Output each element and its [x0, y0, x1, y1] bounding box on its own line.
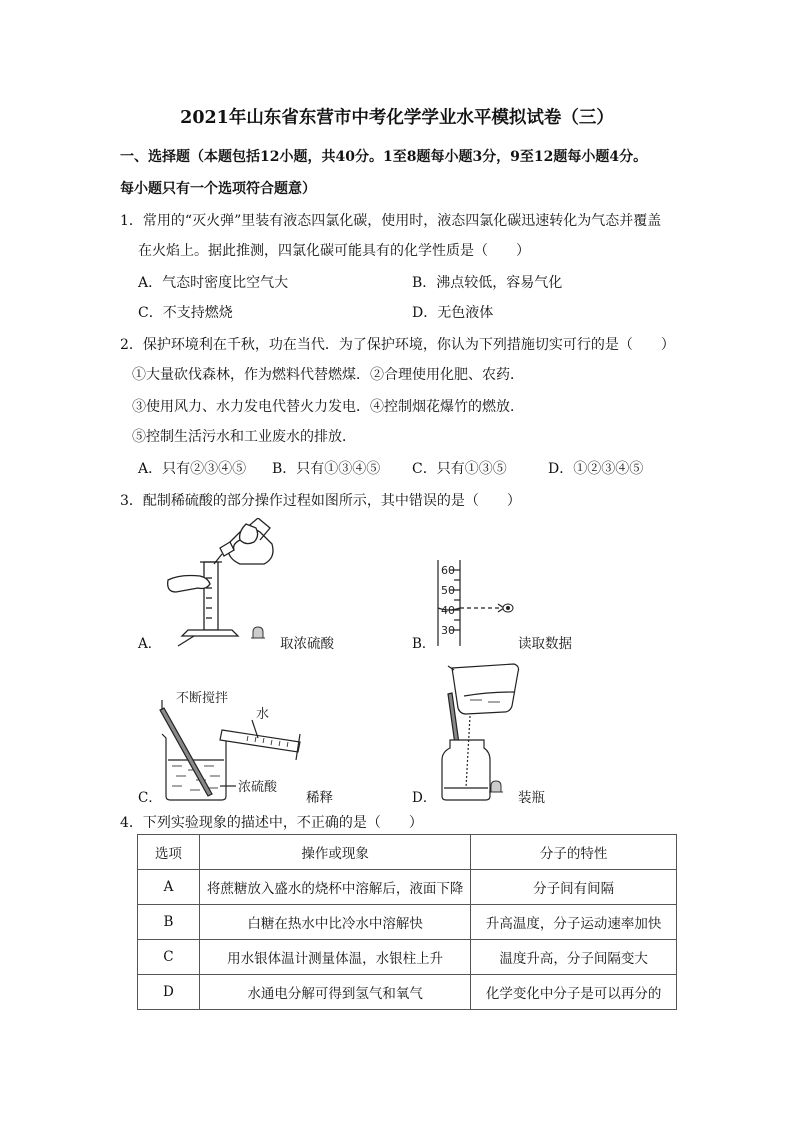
table-cell: 水通电分解可得到氢气和氧气: [199, 975, 470, 1010]
q2-stem: 2．保护环境利在千秋，功在当代．为了保护环境，你认为下列措施切实可行的是（ ）: [120, 337, 675, 353]
q2-option-a: A．只有②③④⑤: [138, 461, 247, 477]
q4-stem: 4．下列实验现象的描述中，不正确的是（ ）: [120, 815, 423, 831]
q1-option-d: D．无色液体: [412, 305, 494, 321]
q1-option-a: A．气态时密度比空气大: [138, 275, 289, 291]
q3-fig-b-reading-cylinder: [436, 558, 526, 650]
q3-stem: 3．配制稀硫酸的部分操作过程如图所示，其中错误的是（ ）: [120, 493, 521, 509]
q3-fig-b-tick-40: 40: [441, 604, 455, 617]
q1-option-b: B．沸点较低，容易气化: [412, 275, 563, 291]
q3-fig-b-caption: 读取数据: [518, 636, 572, 652]
page-title: 2021年山东省东营市中考化学学业水平模拟试卷（三）: [180, 108, 614, 128]
q3-fig-c-label-stir: 不断搅拌: [176, 691, 229, 706]
q3-fig-d-caption: 装瓶: [518, 790, 545, 806]
q1-stem-line1: 1．常用的“灭火弹”里装有液态四氯化碳，使用时，液态四氯化碳迅速转化为气态并覆盖: [120, 213, 662, 229]
q3-fig-c-label-acid: 浓硫酸: [238, 780, 278, 795]
table-header-cell: 分子的特性: [471, 835, 677, 870]
table-row: [138, 870, 677, 905]
q2-item-line3: ⑤控制生活污水和工业废水的排放．: [132, 429, 356, 445]
table-header-cell: 操作或现象: [199, 835, 470, 870]
table-cell: A: [138, 870, 200, 905]
q2-option-c: C．只有①③⑤: [412, 461, 507, 477]
table-cell: C: [138, 940, 200, 975]
q3-fig-d-bottling: [430, 656, 526, 804]
q3-fig-b-eye-icon: [503, 604, 513, 612]
q3-fig-c-label-water: 水: [256, 707, 270, 722]
q1-stem-line2: 在火焰上。据此推测，四氯化碳可能具有的化学性质是（ ）: [138, 243, 530, 259]
table-row: [138, 905, 677, 940]
table-cell: 温度升高，分子间隔变大: [471, 940, 677, 975]
table-cell: D: [138, 975, 200, 1010]
q3-fig-d-letter: D．: [412, 790, 437, 806]
table-cell: B: [138, 905, 200, 940]
q1-option-c: C．不支持燃烧: [138, 305, 233, 321]
q3-fig-c-caption: 稀释: [306, 790, 333, 806]
q3-fig-c-dilution: [152, 690, 322, 804]
q3-fig-a-letter: A．: [138, 636, 162, 652]
q3-fig-c-letter: C．: [138, 790, 162, 806]
table-cell: 分子间有间隔: [471, 870, 677, 905]
table-cell: 升高温度，分子运动速率加快: [471, 905, 677, 940]
table-header-cell: 选项: [138, 835, 200, 870]
table-row: [138, 975, 677, 1010]
table-cell: 将蔗糖放入盛水的烧杯中溶解后，液面下降: [199, 870, 470, 905]
q3-fig-b-tick-30: 30: [441, 624, 455, 637]
q3-fig-a-caption: 取浓硫酸: [280, 636, 334, 652]
q2-item-line2: ③使用风力、水力发电代替火力发电．④控制烟花爆竹的燃放．: [132, 399, 524, 415]
q3-fig-b-letter: B．: [412, 636, 436, 652]
q2-option-d: D．①②③④⑤: [548, 461, 644, 477]
q3-fig-b-tick-50: 50: [441, 584, 455, 597]
q4-table: [137, 834, 677, 1010]
table-cell: 化学变化中分子是可以再分的: [471, 975, 677, 1010]
q3-fig-a-stopper-icon: [250, 626, 266, 640]
table-row: [138, 940, 677, 975]
table-header-row: [138, 835, 677, 870]
table-cell: 用水银体温计测量体温，水银柱上升: [199, 940, 470, 975]
q3-fig-b-tick-60: 60: [441, 564, 455, 577]
section-header-line1: 一、选择题（本题包括12小题，共40分。1至8题每小题3分，9至12题每小题4分。: [120, 149, 648, 165]
section-header-line2: 每小题只有一个选项符合题意）: [120, 181, 316, 197]
table-cell: 白糖在热水中比冷水中溶解快: [199, 905, 470, 940]
q3-fig-d-stopper-icon: [488, 780, 504, 794]
q2-item-line1: ①大量砍伐森林，作为燃料代替燃煤．②合理使用化肥、农药．: [132, 367, 524, 383]
q2-option-b: B．只有①③④⑤: [272, 461, 381, 477]
